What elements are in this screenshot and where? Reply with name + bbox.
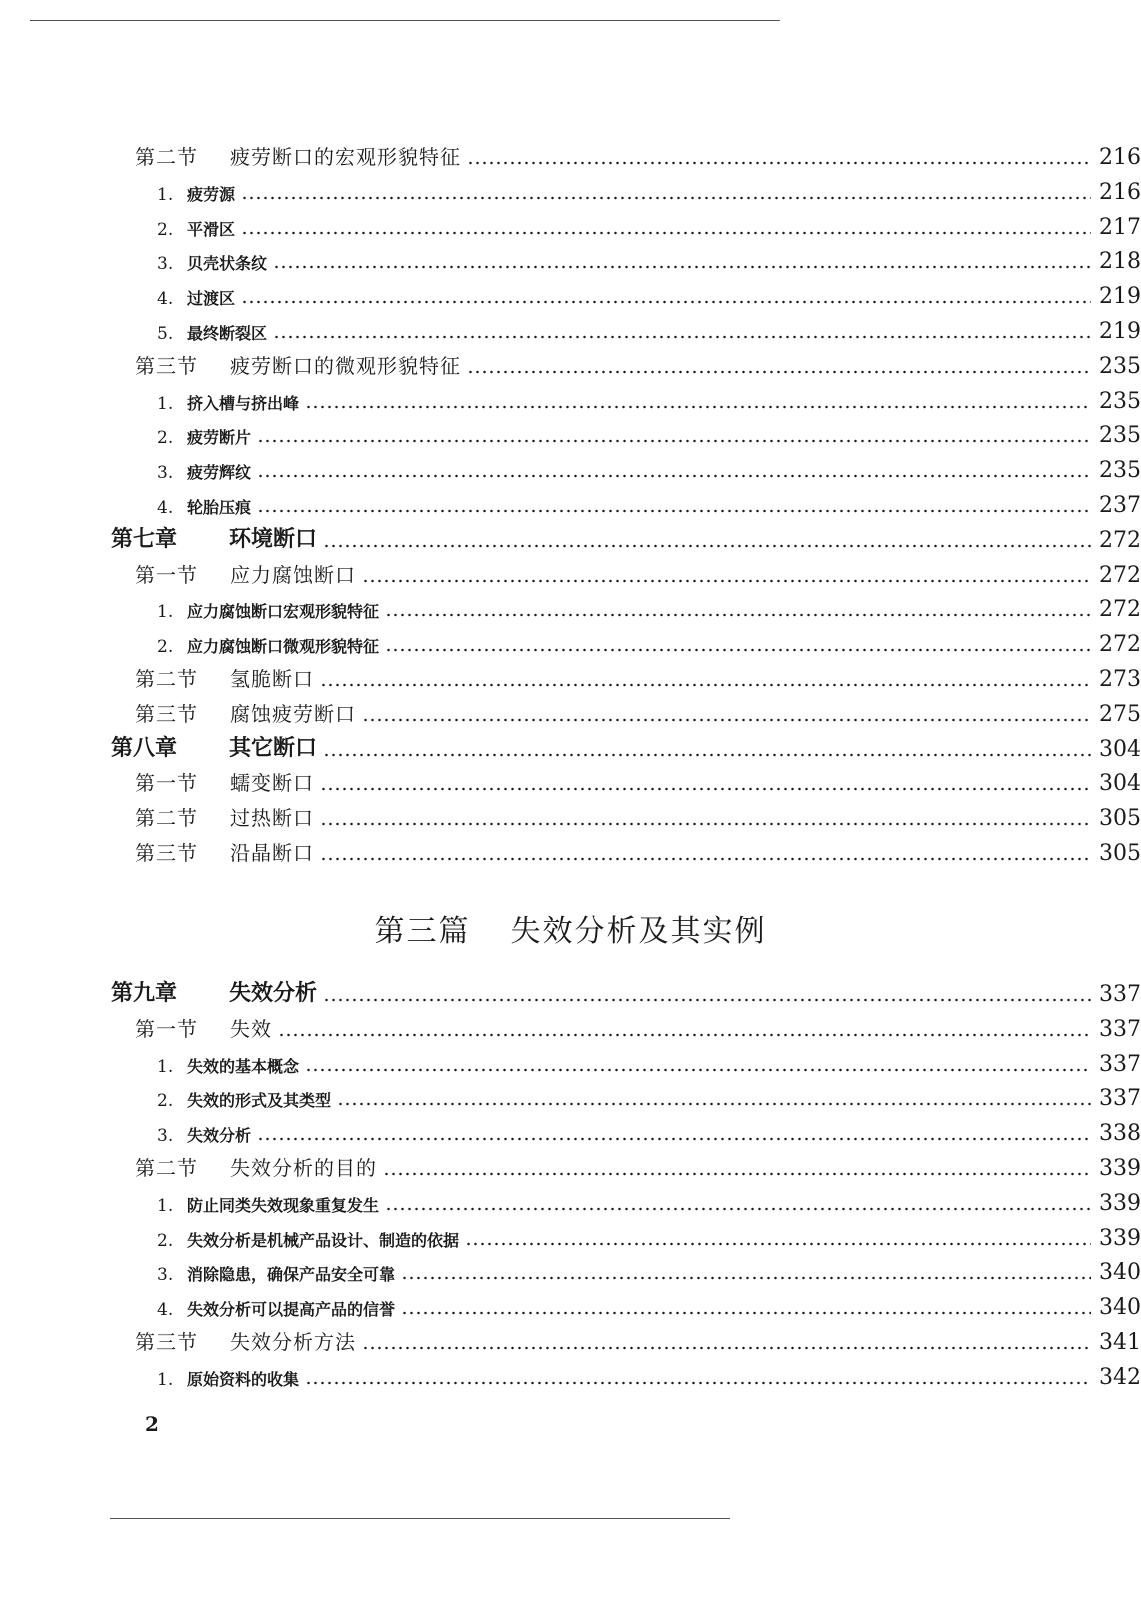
toc-entry-number: 5. [157, 324, 174, 344]
toc-entry-item [0, 175, 1141, 205]
toc-entry-text: 疲劳断口的宏观形貌特征 [230, 145, 461, 169]
toc-entry-number: 2. [157, 219, 174, 240]
toc-entry-title [135, 559, 358, 588]
toc-entry-text: 贝壳状条纹 [187, 254, 268, 274]
toc-entry-number: 1. [157, 184, 174, 205]
toc-entry-page: 337 [1099, 1051, 1141, 1077]
toc-entry-text: 失效分析是机械产品设计、制造的依据 [187, 1230, 460, 1250]
toc-entry-number: 1. [157, 393, 174, 414]
toc-entry-number: 第二节 [135, 667, 198, 691]
toc-entry-title [157, 217, 237, 240]
toc-entry-item [0, 210, 1141, 240]
dot-leader [385, 613, 1091, 617]
toc-entry-title [157, 1123, 253, 1146]
toc-entry-item [0, 384, 1141, 414]
toc-entry-section [0, 697, 1141, 727]
toc-entry-text: 失效分析 [187, 1126, 252, 1146]
toc-entry-item [0, 453, 1141, 483]
toc-entry-chapter [0, 523, 1141, 553]
toc-entry-item [0, 1047, 1141, 1077]
toc-entry-page: 305 [1099, 806, 1141, 832]
toc-entry-item [0, 314, 1141, 344]
toc-entry-text: 失效分析 [229, 980, 318, 1006]
dot-leader [257, 509, 1091, 513]
toc-entry-page: 235 [1099, 388, 1141, 414]
dot-leader [323, 544, 1091, 548]
toc-entry-number: 1. [157, 1195, 174, 1216]
toc-entry-page: 304 [1099, 736, 1141, 762]
dot-leader [241, 196, 1091, 200]
toc-entry-page: 341 [1099, 1330, 1141, 1355]
toc-entry-page: 337 [1099, 982, 1141, 1007]
dot-leader [273, 335, 1091, 339]
toc-entry-number: 2. [157, 428, 174, 449]
toc-entry-page: 219 [1099, 319, 1141, 344]
toc-entry-title [135, 141, 463, 170]
toc-entry-section [0, 766, 1141, 796]
bottom-scan-edge [110, 1518, 730, 1519]
toc-entry-item [0, 1081, 1141, 1111]
toc-entry-text: 失效 [230, 1016, 272, 1041]
toc-entry-page: 339 [1099, 1156, 1141, 1181]
toc-entry-number: 第三节 [135, 1330, 198, 1354]
toc-entry-number: 第三节 [135, 353, 198, 378]
dot-leader [305, 1381, 1091, 1385]
toc-entry-title [135, 698, 358, 727]
toc-entry-text: 沿晶断口 [230, 841, 314, 865]
toc-entry-title [157, 1367, 301, 1390]
toc-entry-section [0, 140, 1141, 170]
toc-entry-text: 其它断口 [229, 734, 318, 761]
toc-entry-page: 217 [1099, 214, 1141, 240]
page-number: 2 [145, 1412, 159, 1436]
dot-leader [241, 231, 1091, 235]
toc-entry-title [135, 1152, 379, 1181]
toc-entry-section [0, 349, 1141, 379]
toc-entry-item [0, 244, 1141, 274]
dot-leader [362, 1346, 1091, 1350]
toc-entry-section [0, 662, 1141, 692]
toc-entry-number: 第七章 [111, 525, 178, 552]
toc-entry-title [157, 391, 301, 414]
toc-entry-number: 第一节 [135, 1016, 198, 1041]
dot-leader [320, 787, 1091, 791]
toc-entry-page: 337 [1099, 1086, 1141, 1112]
toc-entry-page: 338 [1099, 1121, 1141, 1147]
toc-entry-page: 272 [1099, 632, 1141, 658]
toc-entry-title [157, 460, 253, 483]
toc-entry-title [157, 425, 253, 448]
toc-entry-number: 4. [157, 289, 174, 310]
toc-entry-text: 消除隐患，确保产品安全可靠 [187, 1265, 396, 1285]
toc-entry-text: 平滑区 [187, 219, 236, 239]
toc-entry-title [157, 182, 237, 205]
toc-entry-text: 失效分析的目的 [230, 1156, 377, 1180]
toc-entry-number: 3. [157, 463, 174, 484]
toc-entry-title [135, 1326, 358, 1355]
dot-leader [385, 648, 1091, 652]
toc-entry-title [157, 1297, 397, 1320]
toc-entry-title [157, 1054, 301, 1077]
toc-entry-title [135, 802, 316, 831]
toc-entry-section [0, 1151, 1141, 1181]
toc-entry-item [0, 1255, 1141, 1285]
toc-entry-text: 过渡区 [187, 289, 236, 309]
toc-entry-item [0, 592, 1141, 622]
top-scan-edge [30, 20, 780, 21]
dot-leader [305, 405, 1091, 409]
toc-entry-title [157, 1193, 381, 1216]
toc-entry-text: 蠕变断口 [230, 771, 314, 796]
dot-leader [320, 857, 1091, 861]
part-heading-label: 第三篇 [374, 914, 471, 949]
dot-leader [241, 300, 1091, 304]
toc-entry-text: 防止同类失效现象重复发生 [187, 1195, 380, 1215]
toc-entry-number: 第八章 [111, 734, 178, 761]
dot-leader [323, 998, 1091, 1002]
toc-entry-item [0, 279, 1141, 309]
toc-entry-page: 339 [1099, 1225, 1141, 1251]
toc-entry-title [135, 1013, 274, 1042]
toc-entry-title [157, 321, 269, 344]
dot-leader [362, 579, 1091, 583]
toc-entry-page: 216 [1099, 179, 1141, 205]
toc-entry-page: 339 [1099, 1190, 1141, 1216]
dot-leader [401, 1276, 1091, 1280]
toc-entry-number: 2. [157, 637, 174, 658]
toc-entry-page: 340 [1099, 1260, 1141, 1286]
toc-entry-page: 304 [1099, 771, 1141, 797]
toc-entry-number: 3. [157, 254, 174, 275]
part-heading [0, 906, 1141, 950]
toc-entry-number: 第一节 [135, 771, 198, 796]
toc-entry-title [157, 634, 381, 657]
toc-entry-text: 原始资料的收集 [187, 1369, 300, 1389]
toc-entry-text: 应力腐蚀断口微观形貌特征 [187, 637, 380, 657]
toc-entry-item [0, 418, 1141, 448]
toc-entry-text: 失效分析可以提高产品的信誉 [187, 1300, 396, 1320]
dot-leader [320, 822, 1091, 826]
dot-leader [323, 753, 1091, 757]
toc-entry-text: 应力腐蚀断口宏观形貌特征 [187, 602, 380, 622]
toc-entry-section [0, 836, 1141, 866]
toc-entry-number: 第二节 [135, 145, 198, 169]
dot-leader [278, 1033, 1091, 1037]
dot-leader [383, 1172, 1091, 1176]
toc-entry-page: 305 [1099, 841, 1141, 866]
toc-entry-number: 4. [157, 498, 174, 518]
toc-entry-chapter [0, 732, 1141, 762]
toc-entry-text: 失效分析方法 [230, 1330, 356, 1354]
toc-entry-page: 235 [1099, 353, 1141, 379]
toc-entry-item [0, 1221, 1141, 1251]
toc-entry-title [157, 1228, 461, 1251]
toc-entry-number: 2. [157, 1091, 174, 1112]
dot-leader [305, 1068, 1091, 1072]
toc-entry-title [157, 251, 269, 274]
toc-entry-title [157, 286, 237, 309]
toc-entry-text: 过热断口 [230, 806, 314, 831]
toc-entry-text: 疲劳辉纹 [187, 463, 252, 483]
toc-entry-page: 216 [1099, 145, 1141, 170]
dot-leader [385, 1207, 1091, 1211]
toc-entry-number: 4. [157, 1300, 174, 1321]
toc-entry-page: 237 [1099, 493, 1141, 518]
toc-entry-page: 235 [1099, 423, 1141, 449]
toc-entry-page: 275 [1099, 701, 1141, 727]
toc-entry-item [0, 1186, 1141, 1216]
dot-leader [257, 1137, 1091, 1141]
toc-entry-number: 3. [157, 1126, 174, 1147]
toc-entry-number: 2. [157, 1230, 174, 1251]
dot-leader [257, 474, 1091, 478]
part-heading-title: 失效分析及其实例 [510, 914, 767, 949]
toc-entry-page: 219 [1099, 284, 1141, 310]
toc-entry-title [157, 599, 381, 622]
toc-entry-number: 1. [157, 602, 174, 623]
toc-entry-title [135, 663, 316, 692]
toc-entry-number: 3. [157, 1265, 174, 1286]
toc-entry-text: 失效的形式及其类型 [187, 1091, 332, 1111]
toc-entry-page: 272 [1099, 527, 1141, 553]
toc-entry-item [0, 627, 1141, 657]
toc-entry-page: 272 [1099, 562, 1141, 588]
toc-entry-page: 342 [1099, 1364, 1141, 1390]
toc-entry-title [135, 767, 316, 796]
toc-entry-number: 1. [157, 1056, 174, 1077]
toc-entry-item [0, 488, 1141, 518]
toc-entry-page: 273 [1099, 667, 1141, 692]
toc-entry-title [111, 522, 319, 553]
dot-leader [467, 370, 1091, 374]
toc-entry-title [135, 350, 463, 379]
toc-entry-page: 340 [1099, 1295, 1141, 1321]
toc-entry-text: 疲劳断口的微观形貌特征 [230, 353, 461, 378]
dot-leader [465, 1242, 1091, 1246]
toc-entry-section [0, 1012, 1141, 1042]
toc-entry-title [111, 731, 319, 762]
toc-entry-title [157, 495, 253, 518]
dot-leader [467, 161, 1091, 165]
toc-entry-page: 272 [1099, 597, 1141, 623]
toc-entry-text: 轮胎压痕 [187, 498, 252, 517]
toc-entry-number: 第三节 [135, 701, 198, 726]
toc-entry-page: 218 [1099, 249, 1141, 275]
toc-entry-text: 应力腐蚀断口 [230, 562, 356, 587]
dot-leader [401, 1311, 1091, 1315]
dot-leader [257, 439, 1091, 443]
toc-entry-page: 235 [1099, 458, 1141, 484]
toc-entry-text: 疲劳源 [187, 184, 236, 204]
toc-entry-number: 第一节 [135, 562, 198, 587]
toc-entry-section [0, 801, 1141, 831]
toc-entry-item [0, 1360, 1141, 1390]
dot-leader [273, 265, 1091, 269]
toc-entry-page: 337 [1099, 1016, 1141, 1042]
toc-entry-item [0, 1290, 1141, 1320]
toc-entry-text: 最终断裂区 [187, 324, 268, 343]
toc-entry-number: 第九章 [111, 980, 178, 1006]
toc-entry-text: 失效的基本概念 [187, 1056, 300, 1076]
toc-entry-number: 1. [157, 1369, 174, 1390]
toc-entry-title [157, 1088, 333, 1111]
toc-entry-section [0, 1325, 1141, 1355]
toc-entry-number: 第三节 [135, 841, 198, 865]
toc-entry-title [157, 1262, 397, 1285]
toc-entry-number: 第二节 [135, 1156, 198, 1180]
toc-entry-title [111, 976, 319, 1007]
dot-leader [362, 718, 1091, 722]
dot-leader [320, 683, 1091, 687]
toc-entry-text: 腐蚀疲劳断口 [230, 701, 356, 726]
toc-entry-text: 挤入槽与挤出峰 [187, 393, 300, 413]
dot-leader [337, 1102, 1091, 1106]
toc-entry-item [0, 1116, 1141, 1146]
toc-entry-title [135, 837, 316, 866]
toc-entry-text: 氢脆断口 [230, 667, 314, 691]
toc-entry-text: 疲劳断片 [187, 428, 252, 448]
toc-entry-number: 第二节 [135, 806, 198, 831]
toc-entry-text: 环境断口 [229, 525, 318, 552]
toc-entry-section [0, 558, 1141, 588]
toc-entry-chapter [0, 977, 1141, 1007]
